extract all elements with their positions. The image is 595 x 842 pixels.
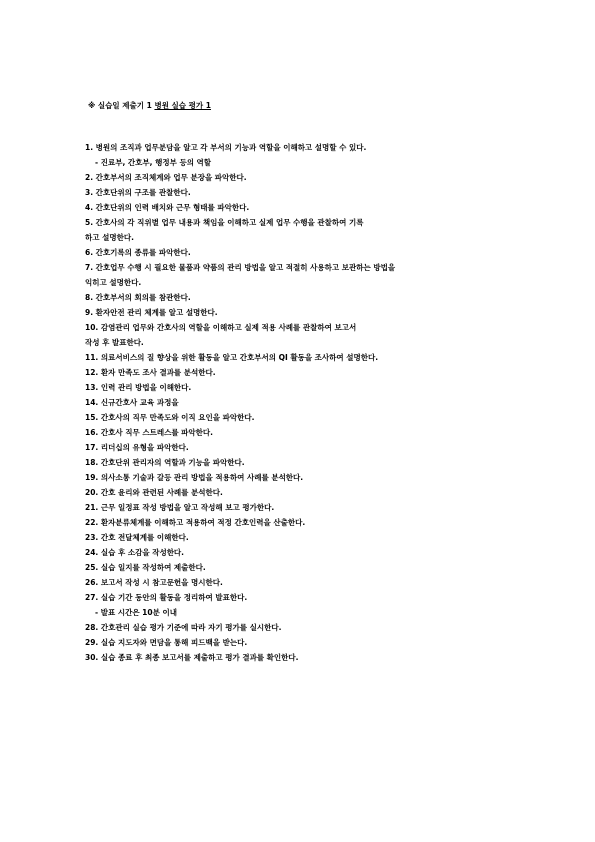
text-line: 2. 간호부서의 조직체계와 업무 분장을 파악한다. [85, 173, 247, 182]
text-line: 25. 실습 일지를 작성하여 제출한다. [85, 563, 206, 572]
text-line: 16. 간호사 직무 스트레스를 파악한다. [85, 428, 214, 437]
text-line: 20. 간호 윤리와 관련된 사례를 분석한다. [85, 488, 223, 497]
text-line: 29. 실습 지도자와 면담을 통해 피드백을 받는다. [85, 638, 248, 647]
text-line: 19. 의사소통 기술과 갈등 관리 방법을 적용하여 사례를 분석한다. [85, 473, 304, 482]
text-line: - 진료부, 간호부, 행정부 등의 역할 [95, 158, 212, 167]
text-line: 10. 감염관리 업무와 간호사의 역할을 이해하고 실제 적용 사례를 관찰하여 보고서 [85, 323, 357, 332]
text-line: 28. 간호관리 실습 평가 기준에 따라 자기 평가를 실시한다. [85, 623, 282, 632]
body-text [85, 140, 515, 665]
text-line: 18. 간호단위 관리자의 역할과 기능을 파악한다. [85, 458, 245, 467]
page-heading [88, 100, 211, 111]
text-line: 1. 병원의 조직과 업무분담을 알고 각 부서의 기능과 역할을 이해하고 설명할 수 있다. [85, 143, 367, 152]
text-line: 17. 리더십의 유형을 파악한다. [85, 443, 189, 452]
heading-link[interactable]: 병원 실습 평가 1 [154, 101, 211, 110]
text-line: 15. 간호사의 직무 만족도와 이직 요인을 파악한다. [85, 413, 255, 422]
text-line: 24. 실습 후 소감을 작성한다. [85, 548, 185, 557]
text-line: 27. 실습 기간 동안의 활동을 정리하여 발표한다. [85, 593, 248, 602]
text-line: 9. 환자안전 관리 체계를 알고 설명한다. [85, 308, 218, 317]
text-line: 12. 환자 만족도 조사 결과를 분석한다. [85, 368, 216, 377]
text-line: 6. 간호기록의 종류를 파악한다. [85, 248, 191, 257]
heading-prefix: ※ 실습일 제출기 1 [88, 101, 152, 110]
text-line: - 발표 시간은 10분 이내 [95, 608, 177, 617]
text-line: 4. 간호단위의 인력 배치와 근무 형태를 파악한다. [85, 203, 250, 212]
text-line: 13. 인력 관리 방법을 이해한다. [85, 383, 192, 392]
text-line: 21. 근무 일정표 작성 방법을 알고 작성해 보고 평가한다. [85, 503, 275, 512]
text-line: 7. 간호업무 수행 시 필요한 물품과 약품의 관리 방법을 알고 적절히 사용하고 보관하는 방법을 [85, 263, 396, 272]
text-line: 23. 간호 전달체계를 이해한다. [85, 533, 189, 542]
text-line: 하고 설명한다. [85, 233, 134, 242]
text-line: 3. 간호단위의 구조를 관찰한다. [85, 188, 191, 197]
text-line: 26. 보고서 작성 시 참고문헌을 명시한다. [85, 578, 223, 587]
text-line: 14. 신규간호사 교육 과정을 [85, 398, 179, 407]
text-line: 5. 간호사의 각 직위별 업무 내용과 책임을 이해하고 실제 업무 수행을 관찰하여 기록 [85, 218, 364, 227]
text-line: 30. 실습 종료 후 최종 보고서를 제출하고 평가 결과를 확인한다. [85, 653, 299, 662]
text-line: 익히고 설명한다. [85, 278, 142, 287]
text-line: 8. 간호부서의 회의를 참관한다. [85, 293, 191, 302]
text-line: 11. 의료서비스의 질 향상을 위한 활동을 알고 간호부서의 QI 활동을 조사하여 설명한다. [85, 353, 379, 362]
text-line: 22. 환자분류체계를 이해하고 적용하여 적정 간호인력을 산출한다. [85, 518, 306, 527]
text-line: 작성 후 발표한다. [85, 338, 144, 347]
